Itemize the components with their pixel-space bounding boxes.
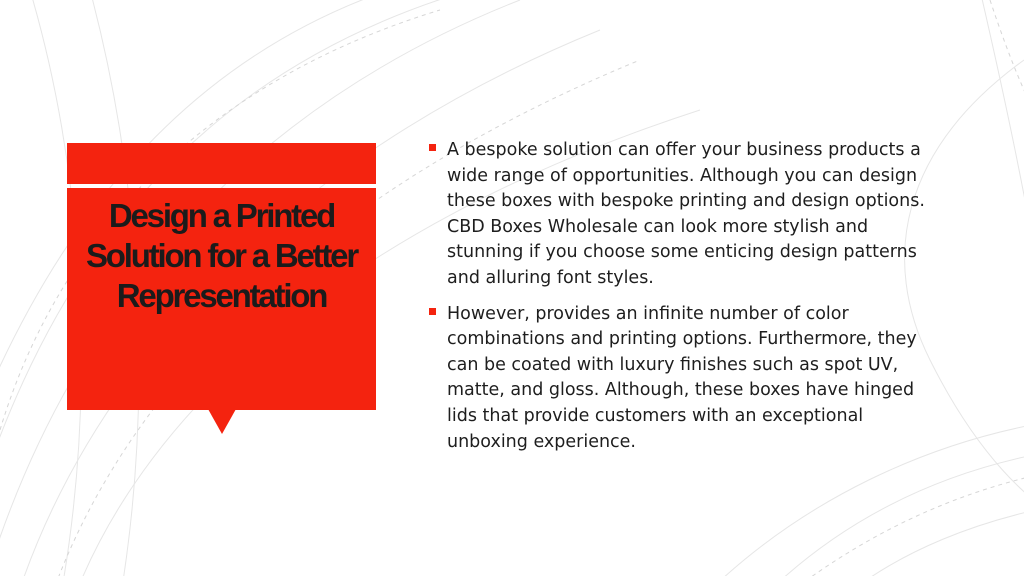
bullet-list (425, 138, 935, 465)
bullet-text: A bespoke solution can offer your business products a wide range of opportunities. Although you can design these boxes with bespoke printing and design options. CBD Boxes Wholesale can look more stylish and stunning if you choose some enticing design patterns and alluring font styles. (447, 140, 925, 288)
square-bullet-icon (429, 144, 436, 151)
square-bullet-icon (429, 308, 436, 315)
title-accent-strip (67, 143, 376, 184)
title-panel-pointer (208, 409, 236, 434)
bullet-item (425, 138, 935, 292)
bullet-text: However, provides an infinite number of color combinations and printing options. Furthermore, they can be coated with luxury finishes such as spot UV, matte, and gloss. Although, these boxes have hinged lids that provide customers with an exceptional unboxing experience. (447, 303, 917, 452)
slide-title: Design a Printed Solution for a Better Representation (86, 197, 357, 314)
bullet-item (425, 302, 935, 456)
